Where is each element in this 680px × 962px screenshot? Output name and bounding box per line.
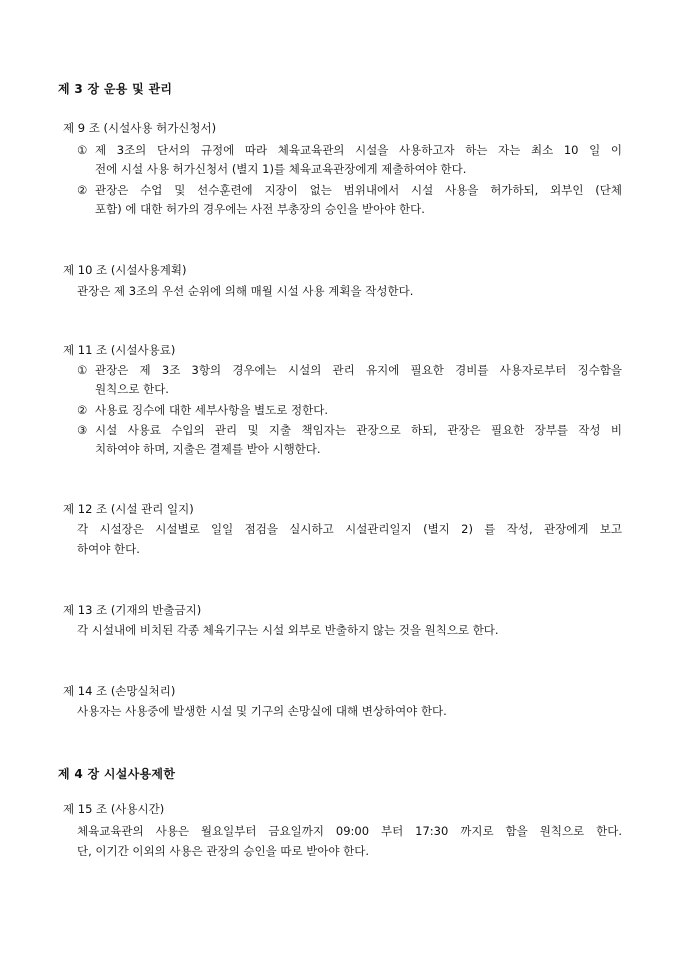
article-15-title: 제 15 조 (사용시간) [63,802,165,816]
item-number: ① [77,363,88,377]
article-9-item-2 [77,182,622,198]
article-12-title: 제 12 조 (시설 관리 일지) [63,502,194,516]
item-text: 제 3조의 단서의 규정에 따라 체육교육관의 시설을 사용하고자 하는 자는 최소 10 일 이 [95,143,622,157]
article-13-title: 제 13 조 (기재의 반출금지) [63,603,202,617]
article-11-item-3 [77,422,622,438]
article-11-item-3-cont: 치하여야 하며, 지출은 결제를 받아 시행한다. [95,442,321,456]
item-number: ② [77,183,88,197]
article-9-item-2-cont: 포함) 에 대한 허가의 경우에는 사전 부총장의 승인을 받아야 한다. [95,202,425,216]
article-12-text-line-2: 하여야 한다. [77,542,140,556]
article-9-title: 제 9 조 (시설사용 허가신청서) [63,121,217,135]
item-text: 시설 사용료 수입의 관리 및 지출 책임자는 관장으로 하되, 관장은 필요한 장부를 작성 비 [95,423,622,437]
item-text: 사용료 징수에 대한 세부사항을 별도로 정한다. [95,403,329,417]
item-text: 관장은 제 3조 3항의 경우에는 시설의 관리 유지에 필요한 경비를 사용자로부터 징수함을 [95,363,622,377]
article-14-text: 사용자는 사용중에 발생한 시설 및 기구의 손망실에 대해 변상하여야 한다. [77,704,447,718]
item-number: ③ [77,423,88,437]
article-15-text-line-1: 체육교육관의 사용은 월요일부터 금요일까지 09:00 부터 17:30 까지로 함을 원칙으로 한다. [77,824,622,838]
article-9-item-1-cont: 전에 시설 사용 허가신청서 (별지 1)를 체육교육관장에게 제출하여야 한다. [95,162,467,176]
item-number: ① [77,143,88,157]
article-11-item-1 [77,362,622,378]
article-11-title: 제 11 조 (시설사용료) [63,343,176,357]
article-9-item-1 [77,142,622,158]
chapter-3-title: 제 3 장 운용 및 관리 [58,82,173,96]
item-text: 관장은 수업 및 선수훈련에 지장이 없는 범위내에서 시설 사용을 허가하되, 외부인 (단체 [95,183,622,197]
article-15-text-line-2: 단, 이기간 이외의 사용은 관장의 승인을 따로 받아야 한다. [77,844,370,858]
article-10-text: 관장은 제 3조의 우선 순위에 의해 매월 시설 사용 계획을 작성한다. [77,284,414,298]
article-10-title: 제 10 조 (시설사용계획) [63,263,187,277]
article-11-item-2 [77,402,328,418]
article-13-text: 각 시설내에 비치된 각종 체육기구는 시설 외부로 반출하지 않는 것을 원칙으로 한다. [77,623,499,637]
article-14-title: 제 14 조 (손망실처리) [63,684,176,698]
chapter-4-title: 제 4 장 시설사용제한 [58,767,176,781]
item-number: ② [77,403,88,417]
article-12-text-line-1: 각 시설장은 시설별로 일일 점검을 실시하고 시설관리일지 (별지 2) 를 작성, 관장에게 보고 [77,522,622,536]
article-11-item-1-cont: 원칙으로 한다. [95,382,169,396]
